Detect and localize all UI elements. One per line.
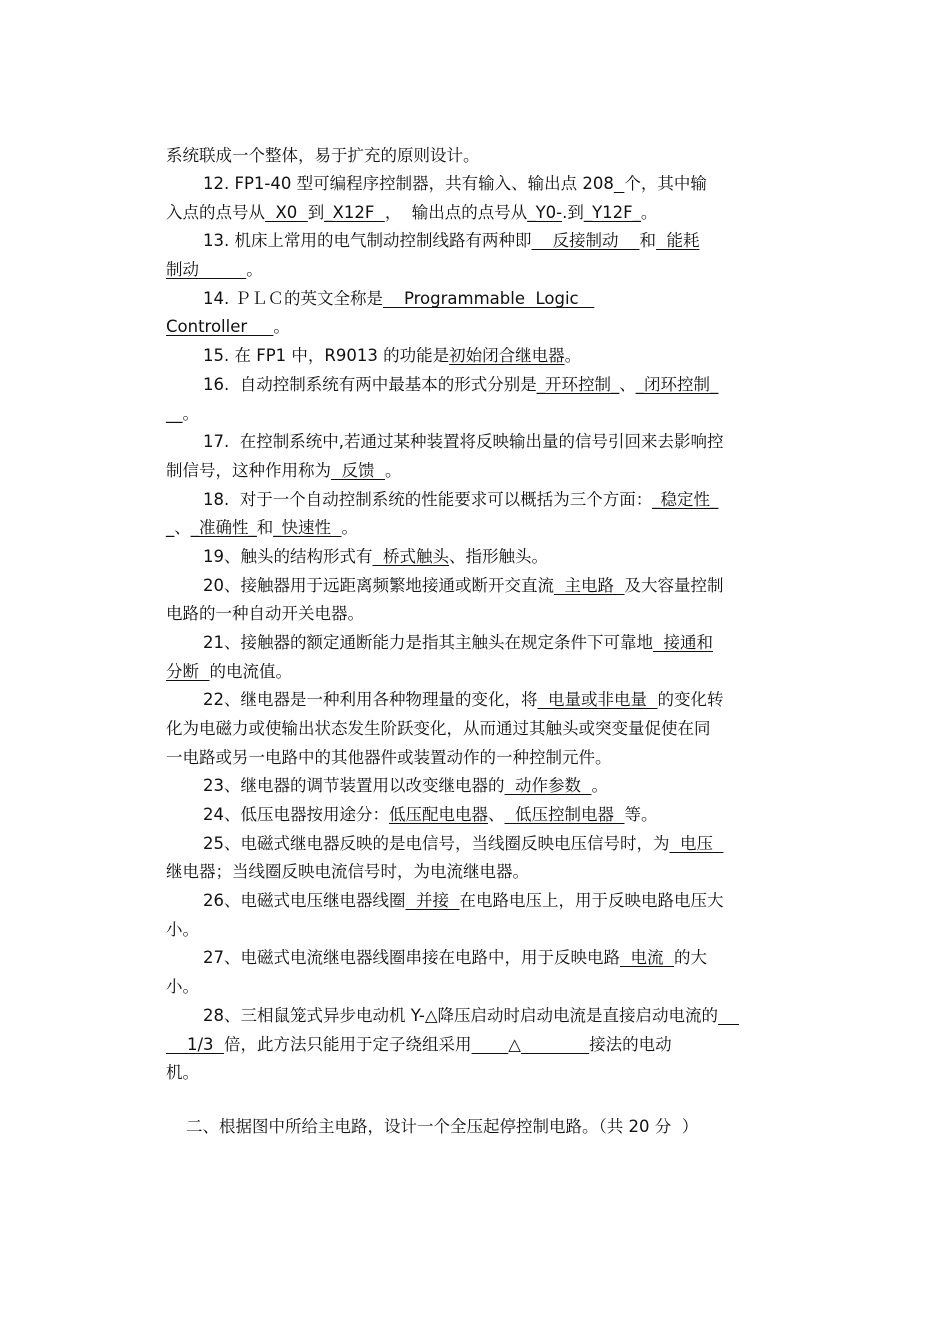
text-line: __。 — [166, 404, 199, 423]
question-24: 24、低压电器按用途分：低压配电电器、 低压控制电器 等。 — [203, 805, 658, 824]
text-line: 系统联成一个整体，易于扩充的原则设计。 — [166, 146, 480, 165]
text-line: 制动 。 — [166, 260, 263, 279]
question-13: 13. 机床上常用的电气制动控制线路有两种即 反接制动 和 能耗 — [203, 231, 700, 250]
text-line: _、_准确性_和_快速性 。 — [166, 518, 358, 537]
text-line: 制信号，这种作用称为 反馈 。 — [166, 461, 402, 480]
question-19: 19、触头的结构形式有 桥式触头、指形触头。 — [203, 547, 548, 566]
question-25: 25、电磁式继电器反映的是电信号，当线圈反映电压信号时，为 电压 — [203, 834, 724, 853]
text-line: 继电器；当线圈反映电流信号时，为电流继电器。 — [166, 862, 529, 881]
section-two-heading: 二、根据图中所给主电路，设计一个全压起停控制电路。（共 20 分 ） — [186, 1117, 699, 1136]
question-14: 14. ＰＬＣ的英文全称是 Programmable Logic — [203, 289, 595, 308]
text-line: 小。 — [166, 920, 199, 939]
text-line: 一电路或另一电路中的其他器件或装置动作的一种控制元件。 — [166, 748, 612, 767]
text-line: 电路的一种自动开关电器。 — [166, 604, 364, 623]
text-line: Controller 。 — [166, 317, 290, 336]
text-line: 入点的点号从 X0 到_X12F ， 输出点的点号从_Y0-.到_Y12F_。 — [166, 203, 658, 222]
text-line: 化为电磁力或使输出状态发生阶跃变化，从而通过其触头或突变量促使在同 — [166, 719, 711, 738]
question-17: 17. 在控制系统中,若通过某种装置将反映输出量的信号引回来去影响控 — [203, 432, 724, 451]
text-line: 机。 — [166, 1063, 199, 1082]
question-23: 23、继电器的调节装置用以改变继电器的 动作参数 。 — [203, 776, 608, 795]
text-line: 1/3 倍，此方法只能用于定子绕组采用 △ 接法的电动 — [166, 1035, 672, 1054]
question-27: 27、电磁式电流继电器线圈串接在电路中，用于反映电路 电流 的大 — [203, 948, 707, 967]
question-20: 20、接触器用于远距离频繁地接通或断开交直流 主电路 及大容量控制 — [203, 576, 724, 595]
question-12: 12. FP1-40 型可编程序控制器，共有输入、输出点 208 个，其中输 — [203, 174, 707, 193]
question-15: 15. 在 FP1 中，R9013 的功能是初始闭合继电器。 — [203, 346, 582, 365]
question-22: 22、继电器是一种利用各种物理量的变化，将 电量或非电量 的变化转 — [203, 690, 724, 709]
text-line: 分断 的电流值。 — [166, 662, 292, 681]
question-26: 26、电磁式电压继电器线圈 并接 在电路电压上，用于反映电路电压大 — [203, 891, 724, 910]
text-line: 小。 — [166, 977, 199, 996]
question-16: 16. 自动控制系统有两中最基本的形式分别是_开环控制_、_闭环控制_ — [203, 375, 719, 394]
question-18: 18. 对于一个自动控制系统的性能要求可以概括为三个方面：_稳定性_ — [203, 490, 719, 509]
question-21: 21、接触器的额定通断能力是指其主触头在规定条件下可靠地 接通和 — [203, 633, 713, 652]
question-28: 28、三相鼠笼式异步电动机 Y-△降压启动时启动电流是直接启动电流的 — [203, 1006, 719, 1025]
